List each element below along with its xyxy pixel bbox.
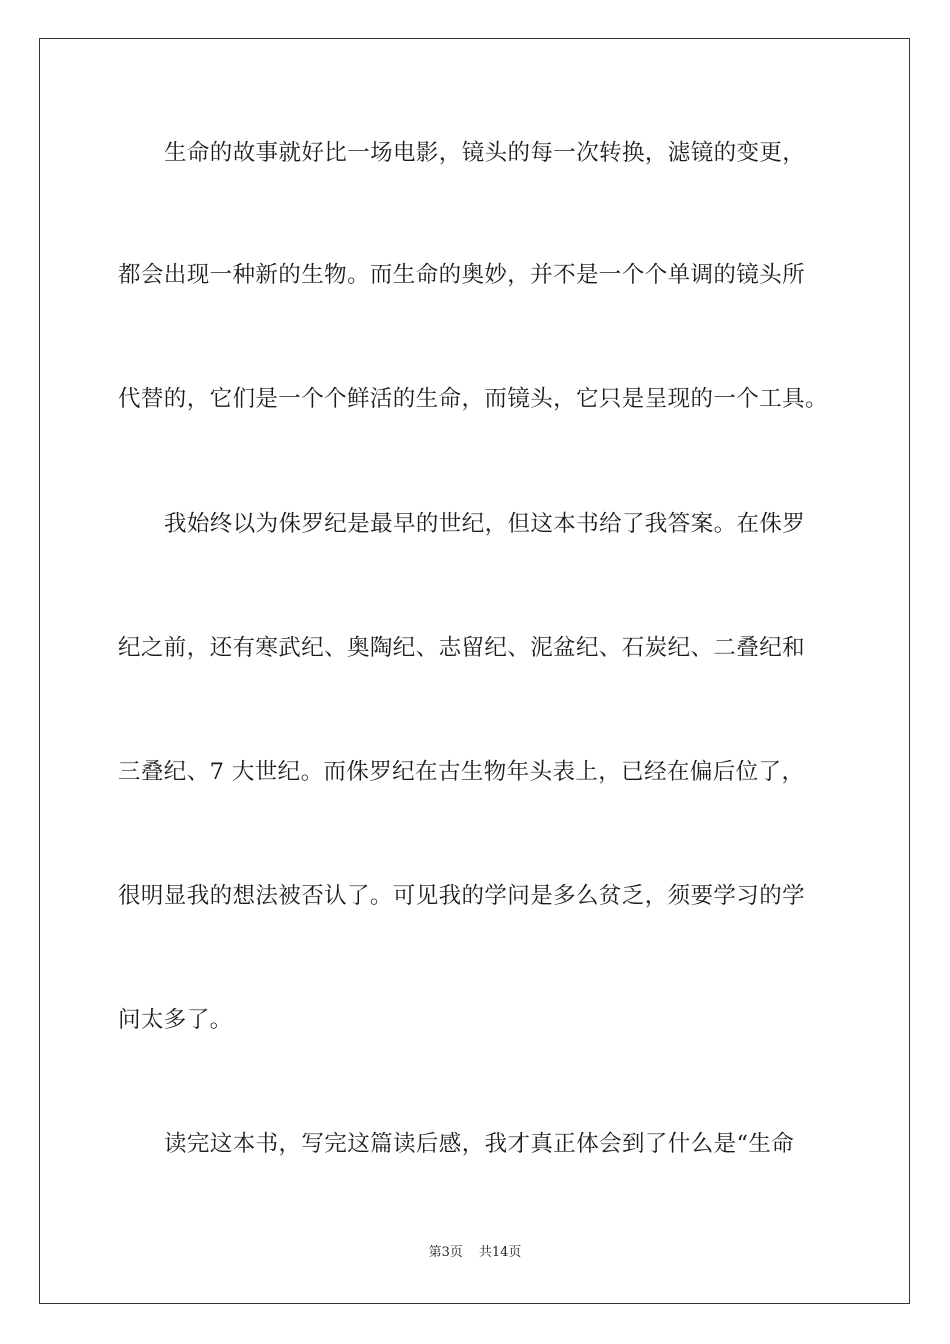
page-total: 共14页: [478, 1245, 522, 1260]
paragraph-2-line-4: 很明显我的想法被否认了。可见我的学问是多么贫乏，须要学习的学: [118, 883, 806, 909]
page-border: [39, 38, 910, 1304]
paragraph-2-line-3: 三叠纪、7 大世纪。而侏罗纪在古生物年头表上，已经在偏后位了，: [118, 759, 805, 785]
page-number: 第3页: [428, 1245, 463, 1260]
paragraph-2-line-2: 纪之前，还有寒武纪、奥陶纪、志留纪、泥盆纪、石炭纪、二叠纪和: [118, 635, 806, 661]
paragraph-2-line-5: 问太多了。: [118, 1007, 233, 1033]
page-footer: [0, 1244, 950, 1262]
paragraph-1-line-1: 生命的故事就好比一场电影，镜头的每一次转换，滤镜的变更，: [164, 140, 806, 166]
paragraph-1-line-2: 都会出现一种新的生物。而生命的奥妙，并不是一个个单调的镜头所: [118, 262, 806, 288]
paragraph-1-line-3: 代替的，它们是一个个鲜活的生命，而镜头，它只是呈现的一个工具。: [118, 386, 828, 412]
paragraph-2-line-1: 我始终以为侏罗纪是最早的世纪，但这本书给了我答案。在侏罗: [164, 511, 806, 537]
paragraph-3-line-1: 读完这本书，写完这篇读后感，我才真正体会到了什么是“生命: [164, 1131, 795, 1157]
